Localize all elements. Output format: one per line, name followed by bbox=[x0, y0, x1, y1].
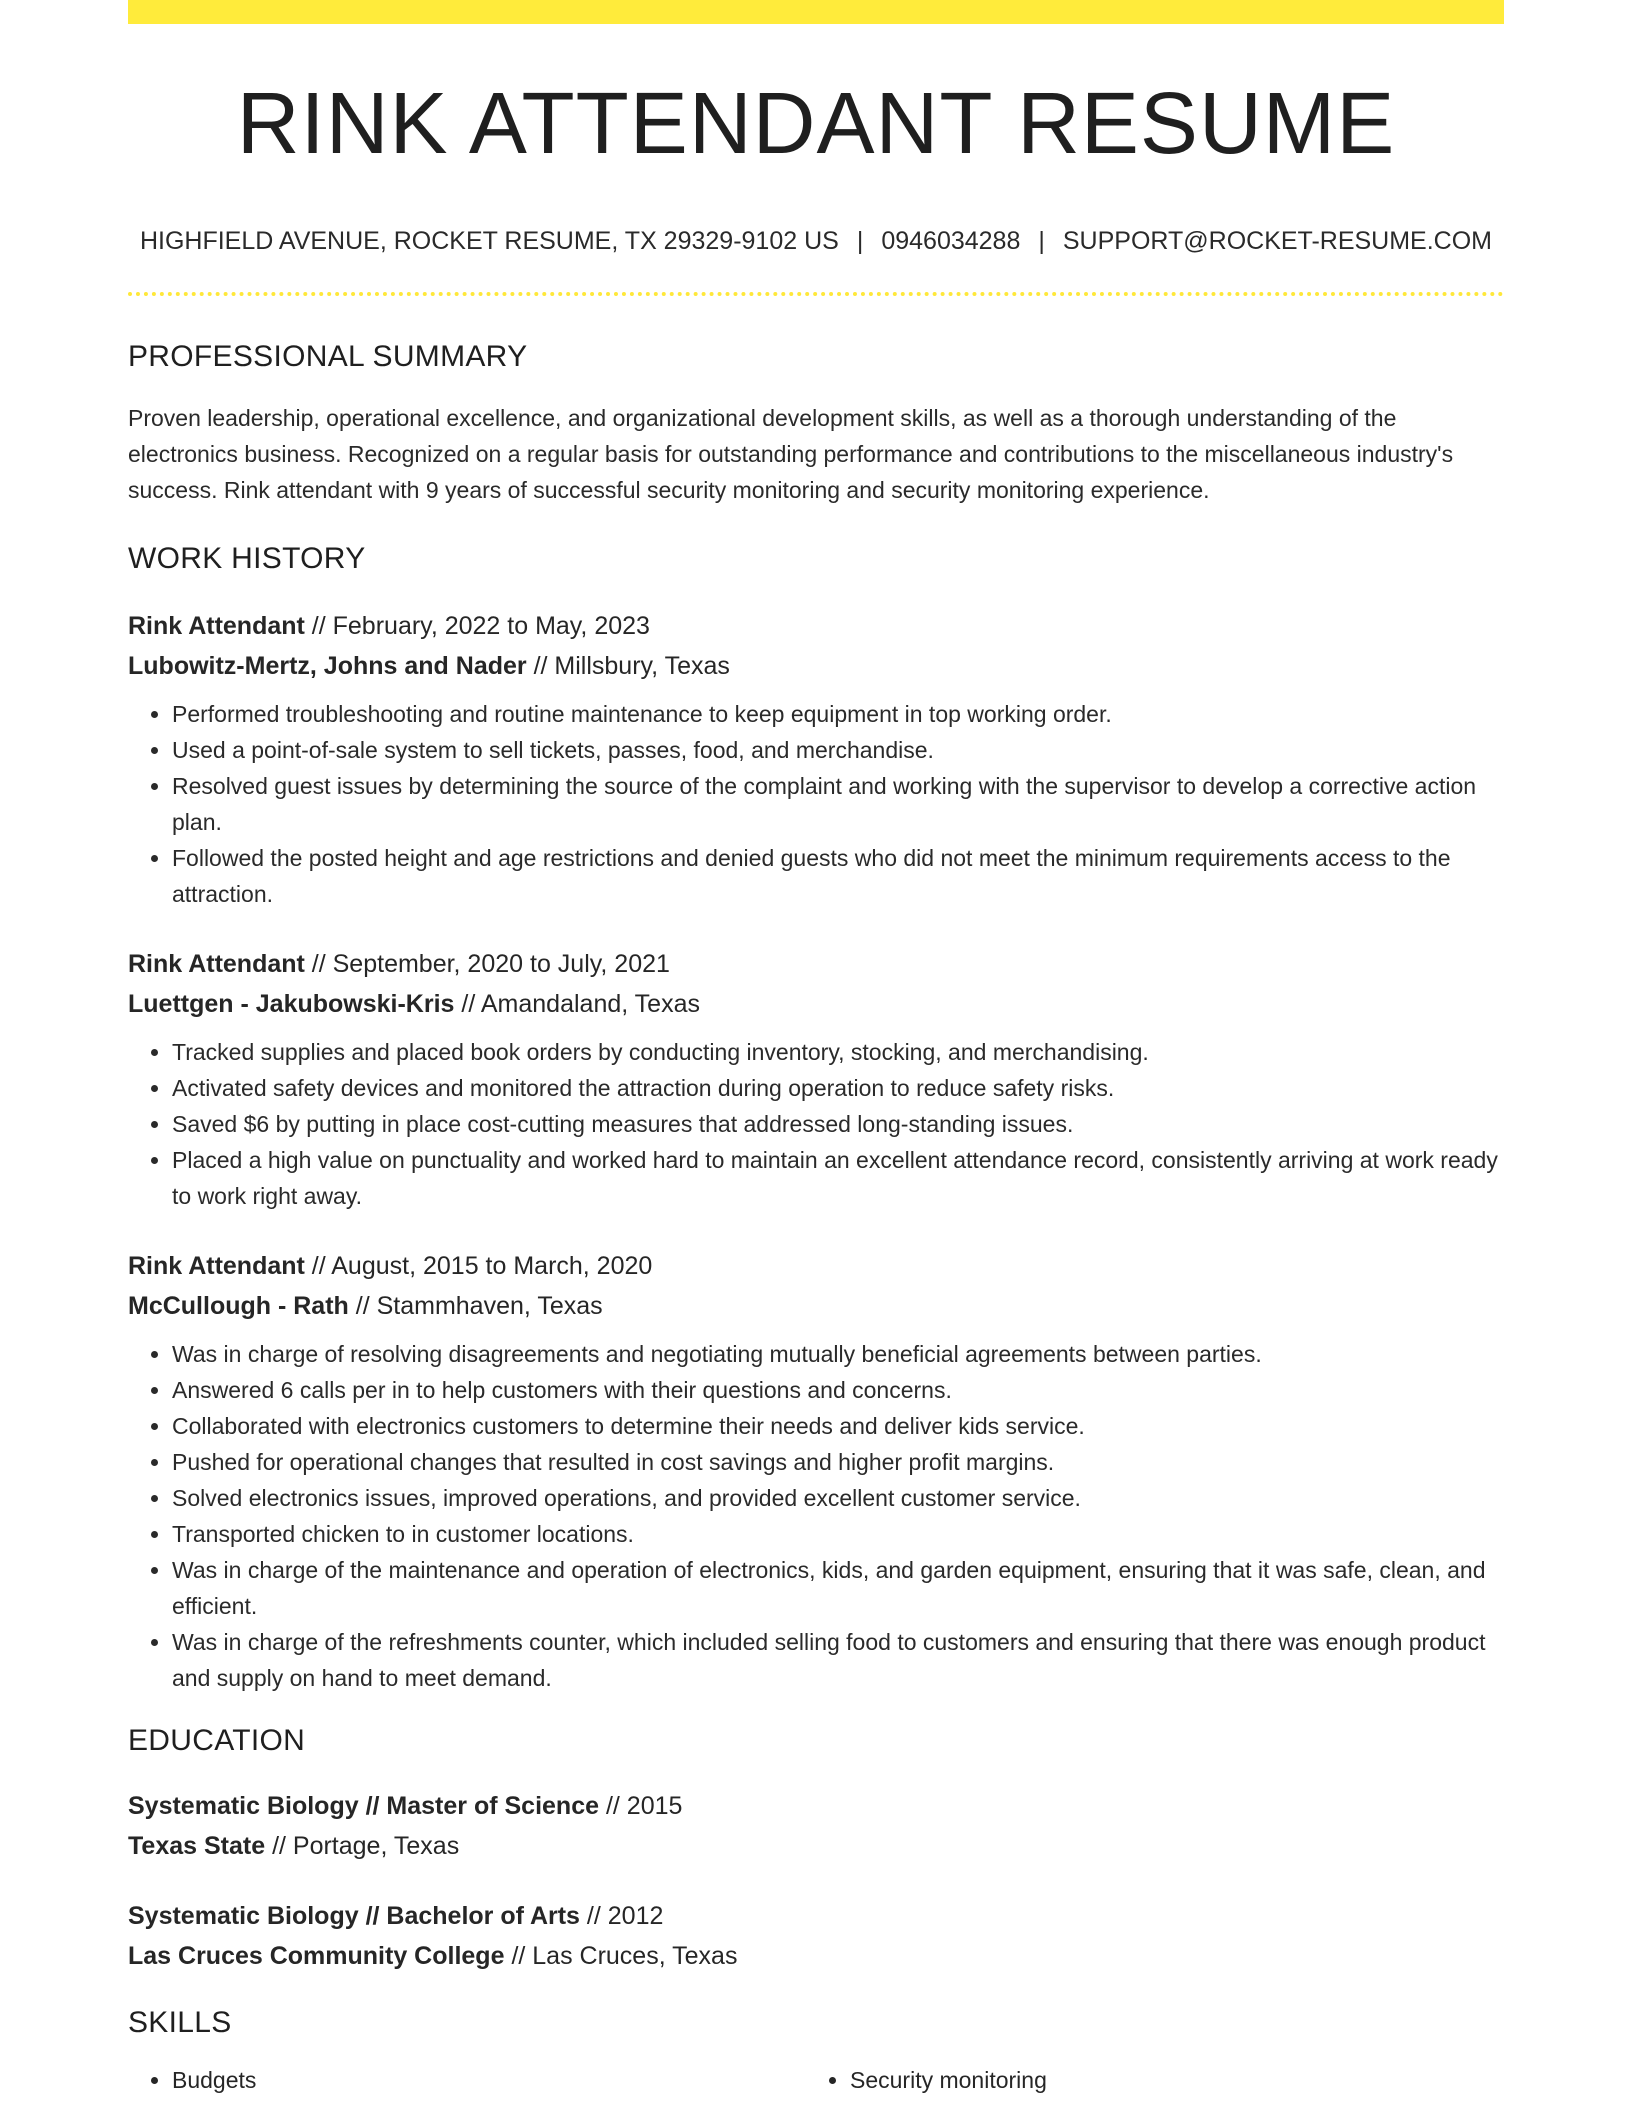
list-item: • Tracked supplies and placed book orders by conducting inventory, stocking, and merchandising. bbox=[172, 1034, 1504, 1070]
job-location: // Millsbury, Texas bbox=[533, 652, 730, 680]
education-school-line bbox=[128, 1936, 1504, 1976]
job-location: // Stammhaven, Texas bbox=[355, 1292, 603, 1320]
contact-line bbox=[128, 229, 1504, 254]
education-year: // 2012 bbox=[586, 1902, 664, 1930]
education-degree: Systematic Biology // Master of Science bbox=[128, 1792, 599, 1820]
education-entry bbox=[128, 1786, 1504, 1866]
list-item: • Was in charge of resolving disagreements and negotiating mutually beneficial agreements between parties. bbox=[172, 1336, 1504, 1372]
contact-separator: | bbox=[1038, 227, 1045, 255]
skill-item: • Budgets bbox=[172, 2062, 806, 2098]
section-heading-education: EDUCATION bbox=[128, 1724, 306, 1757]
job-bullets bbox=[128, 696, 1504, 912]
job-company: Luettgen - Jakubowski-Kris bbox=[128, 990, 455, 1018]
list-item: • Resolved guest issues by determining the source of the complaint and working with the supervisor to develop a corrective action plan. bbox=[172, 768, 1504, 840]
job-title: Rink Attendant bbox=[128, 1252, 305, 1280]
dotted-divider bbox=[128, 292, 1504, 296]
job-dates: // February, 2022 to May, 2023 bbox=[311, 612, 650, 640]
contact-separator: | bbox=[856, 227, 864, 255]
job-company: McCullough - Rath bbox=[128, 1292, 349, 1320]
accent-bar bbox=[128, 0, 1504, 24]
summary-text: Proven leadership, operational excellence, and organizational development skills, as well as a thorough understanding of the electronics business. Recognized on a regular basis for outstanding performance and contributions to the miscellaneous industry's success. Rink attendant with 9 years of successful security monitoring and security monitoring experience. bbox=[128, 405, 1454, 503]
job-entry bbox=[128, 944, 1504, 1214]
job-entry bbox=[128, 606, 1504, 912]
job-company: Lubowitz-Mertz, Johns and Nader bbox=[128, 652, 527, 680]
list-item: • Solved electronics issues, improved operations, and provided excellent customer service. bbox=[172, 1480, 1504, 1516]
job-title-line bbox=[128, 944, 1504, 984]
education-school: Las Cruces Community College bbox=[128, 1942, 505, 1970]
list-item: • Answered 6 calls per in to help customers with their questions and concerns. bbox=[172, 1372, 1504, 1408]
job-company-line bbox=[128, 646, 1504, 686]
job-bullets bbox=[128, 1034, 1504, 1214]
education-entry bbox=[128, 1896, 1504, 1976]
job-bullets bbox=[128, 1336, 1504, 1696]
skill-item: • Security monitoring bbox=[850, 2062, 1484, 2098]
list-item: • Was in charge of the refreshments counter, which included selling food to customers and ensuring that there was enough product and supply on hand to meet demand. bbox=[172, 1624, 1504, 1696]
list-item: • Collaborated with electronics customers to determine their needs and deliver kids service. bbox=[172, 1408, 1504, 1444]
education-school: Texas State bbox=[128, 1832, 266, 1860]
job-title: Rink Attendant bbox=[128, 950, 305, 978]
list-item: • Activated safety devices and monitored the attraction during operation to reduce safety risks. bbox=[172, 1070, 1504, 1106]
job-dates: // September, 2020 to July, 2021 bbox=[311, 950, 670, 978]
list-item: • Transported chicken to in customer locations. bbox=[172, 1516, 1504, 1552]
contact-address: HIGHFIELD AVENUE, ROCKET RESUME, TX 29329-9102 US bbox=[139, 227, 839, 255]
list-item: • Used a point-of-sale system to sell tickets, passes, food, and merchandise. bbox=[172, 732, 1504, 768]
job-location: // Amandaland, Texas bbox=[461, 990, 700, 1018]
skills-list-right bbox=[806, 2062, 1484, 2098]
contact-email[interactable]: SUPPORT@ROCKET-RESUME.COM bbox=[1062, 227, 1493, 255]
education-location: // Portage, Texas bbox=[272, 1832, 460, 1860]
list-item: • Placed a high value on punctuality and worked hard to maintain an excellent attendance record, consistently arriving at work ready to work right away. bbox=[172, 1142, 1504, 1214]
education-location: // Las Cruces, Texas bbox=[511, 1942, 738, 1970]
job-title-line bbox=[128, 606, 1504, 646]
list-item: • Pushed for operational changes that resulted in cost savings and higher profit margins. bbox=[172, 1444, 1504, 1480]
skills-columns bbox=[128, 2062, 1504, 2098]
list-item: • Performed troubleshooting and routine maintenance to keep equipment in top working order. bbox=[172, 696, 1504, 732]
job-company-line bbox=[128, 1286, 1504, 1326]
job-dates: // August, 2015 to March, 2020 bbox=[311, 1252, 653, 1280]
section-heading-skills: SKILLS bbox=[128, 2006, 232, 2039]
education-degree-line bbox=[128, 1786, 1504, 1826]
education-school-line bbox=[128, 1826, 1504, 1866]
resume-title: RINK ATTENDANT RESUME bbox=[236, 75, 1396, 172]
job-title: Rink Attendant bbox=[128, 612, 305, 640]
contact-phone[interactable]: 0946034288 bbox=[881, 227, 1021, 255]
education-degree-line bbox=[128, 1896, 1504, 1936]
section-heading-summary: PROFESSIONAL SUMMARY bbox=[128, 340, 528, 373]
skills-list-left bbox=[128, 2062, 806, 2098]
job-company-line bbox=[128, 984, 1504, 1024]
list-item: • Followed the posted height and age restrictions and denied guests who did not meet the minimum requirements access to the attraction. bbox=[172, 840, 1504, 912]
education-year: // 2015 bbox=[605, 1792, 683, 1820]
resume-page bbox=[128, 0, 1504, 2098]
list-item: • Saved $6 by putting in place cost-cutting measures that addressed long-standing issues. bbox=[172, 1106, 1504, 1142]
job-title-line bbox=[128, 1246, 1504, 1286]
section-heading-work-history: WORK HISTORY bbox=[128, 542, 366, 575]
list-item: • Was in charge of the maintenance and operation of electronics, kids, and garden equipment, ensuring that it was safe, clean, and efficient. bbox=[172, 1552, 1504, 1624]
education-degree: Systematic Biology // Bachelor of Arts bbox=[128, 1902, 580, 1930]
job-entry bbox=[128, 1246, 1504, 1696]
